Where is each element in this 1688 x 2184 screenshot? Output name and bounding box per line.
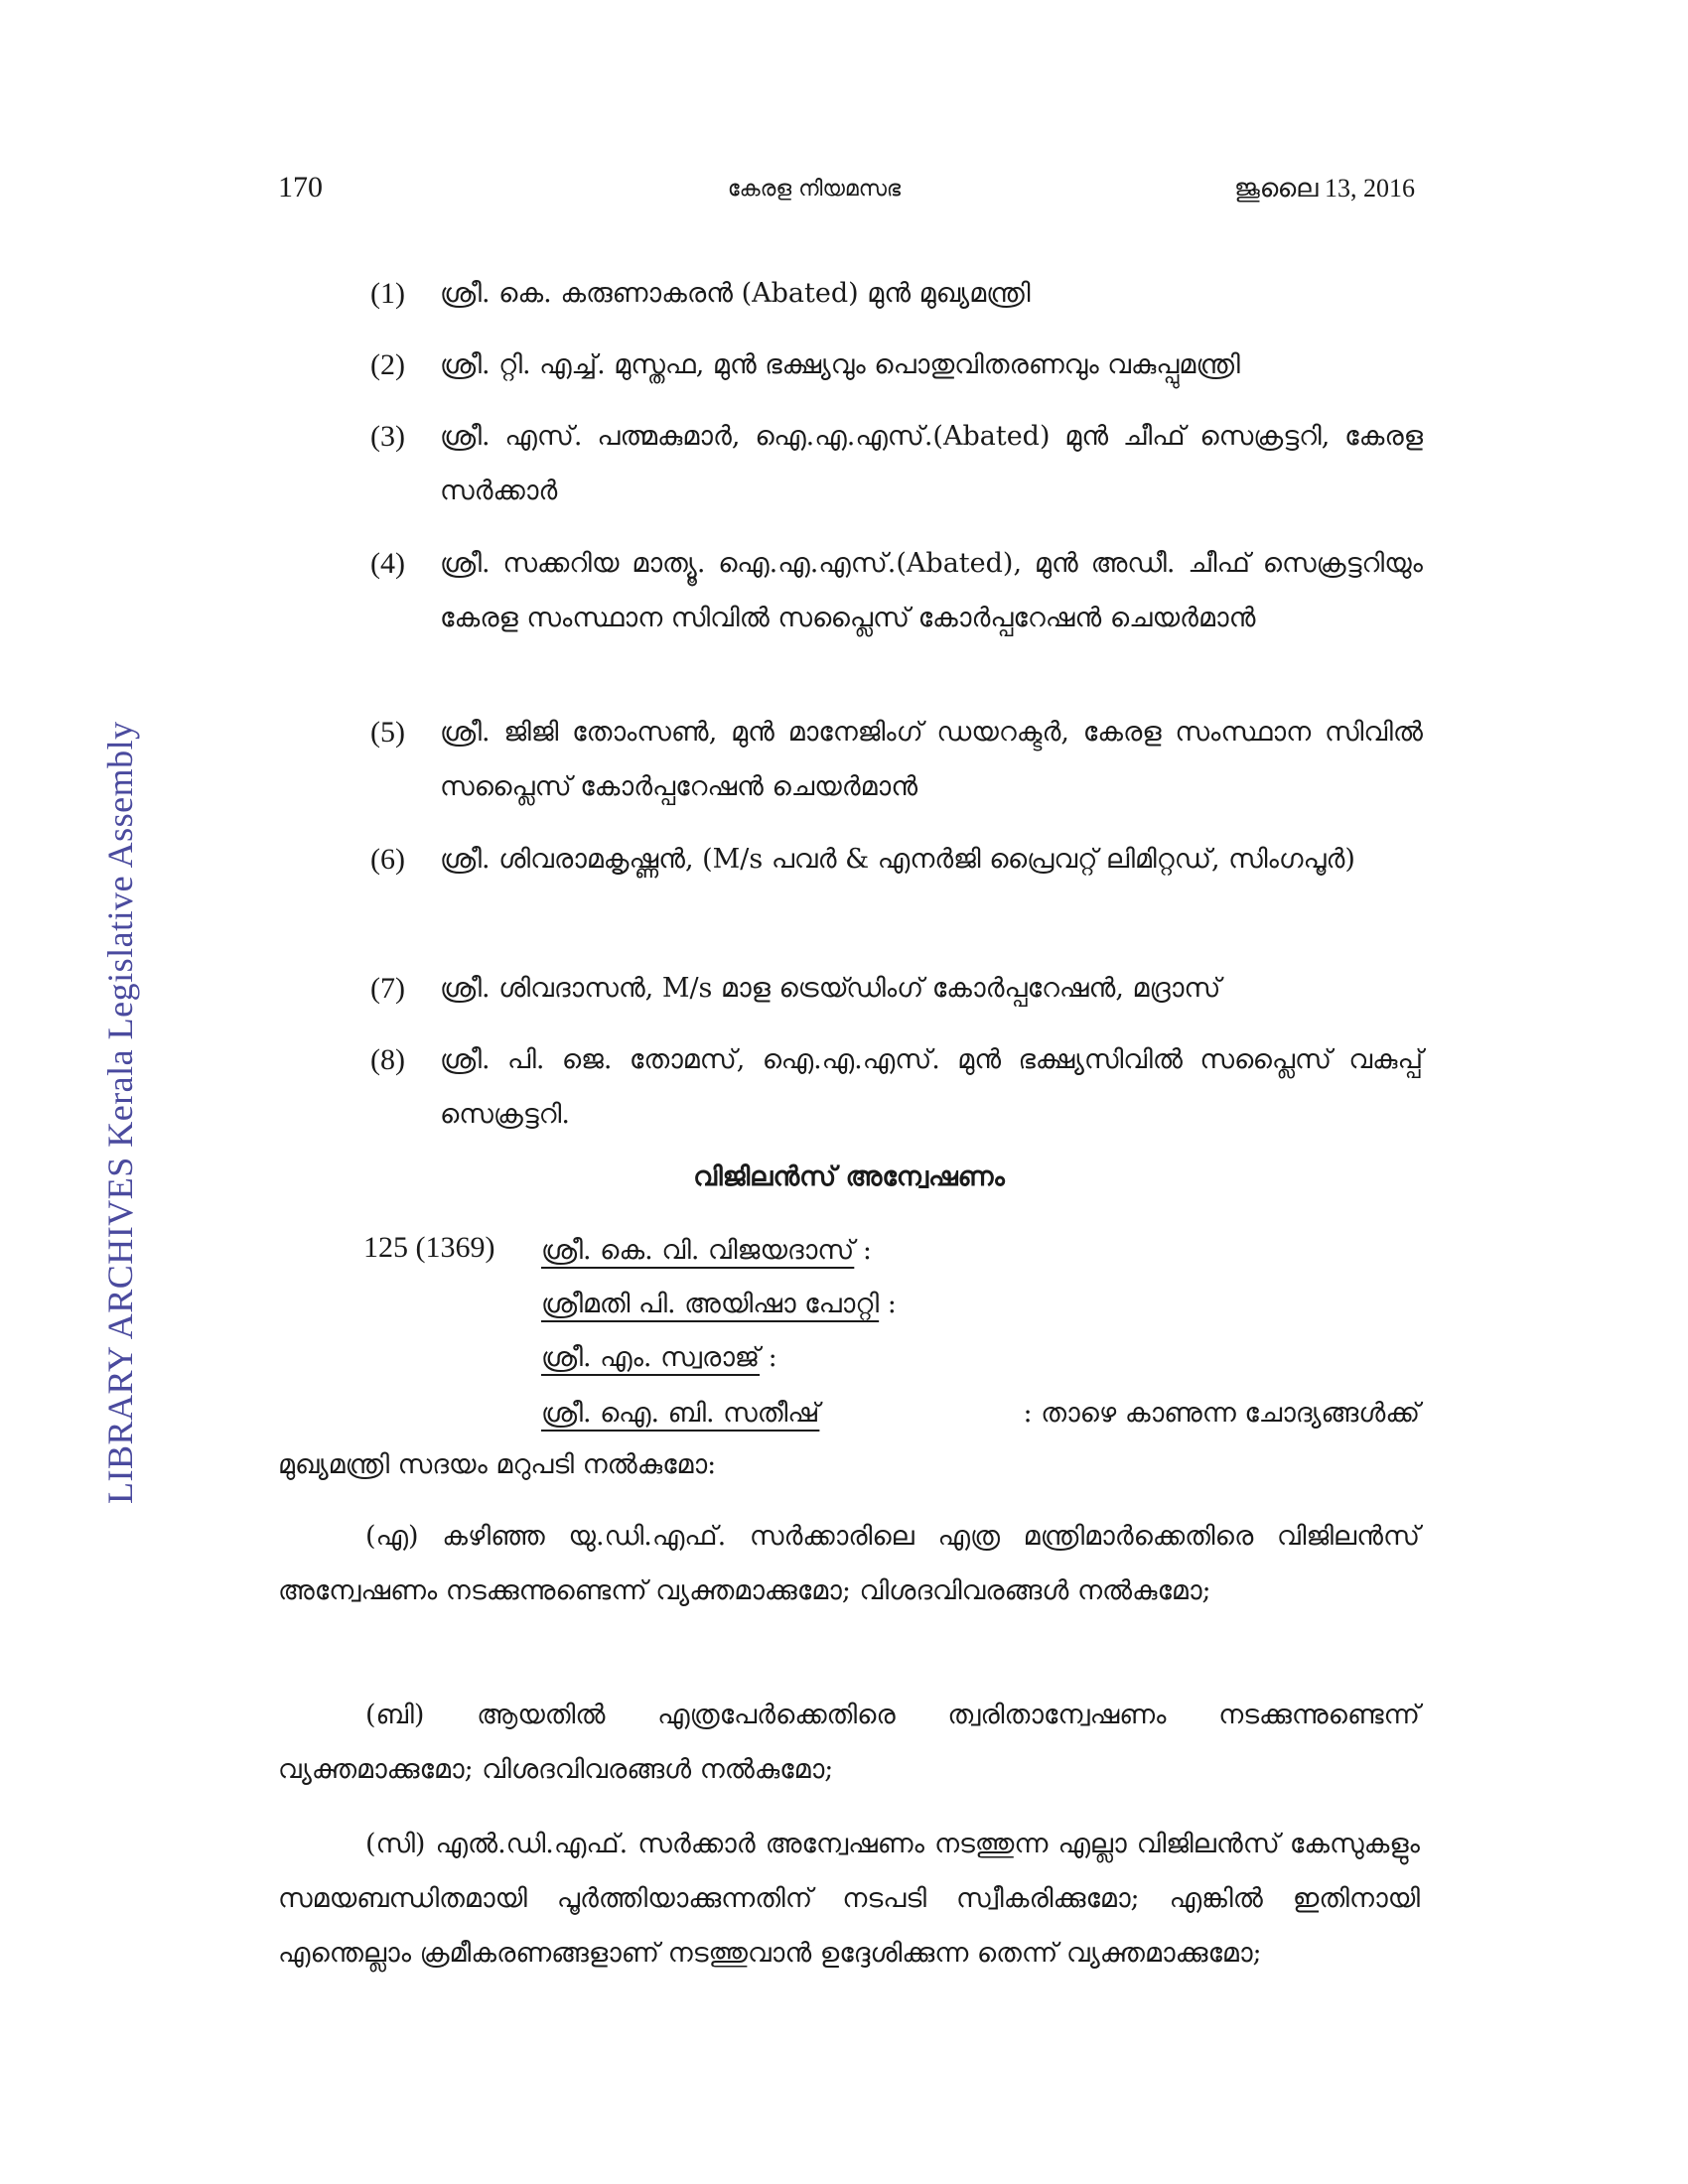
member-name: ശ്രീ. കെ. വി. വിജയദാസ്	[541, 1235, 855, 1266]
member-separator: :	[768, 1342, 777, 1373]
section-heading: വിജിലൻസ് അന്വേഷണം	[693, 1161, 1005, 1192]
running-title: കേരള നിയമസഭ	[727, 177, 902, 202]
list-item-number: (2)	[370, 348, 405, 381]
list-item	[370, 266, 1423, 321]
member-name: ശ്രീ. ഐ. ബി. സതീഷ്	[541, 1398, 820, 1429]
sub-question	[278, 1688, 1420, 1797]
list-item-number: (5)	[370, 716, 405, 749]
member-name-line	[541, 1289, 897, 1320]
list-item	[370, 536, 1423, 645]
question-intro: : താഴെ കാണുന്ന ചോദ്യങ്ങൾക്ക്	[1023, 1398, 1420, 1429]
member-name: ശ്രീ. എം. സ്വരാജ്	[541, 1342, 761, 1373]
list-item-text: ശ്രീ. റ്റി. എച്ച്. മുസ്തഫ, മുൻ ഭക്ഷ്യവും പൊതുവിതരണവും വകുപ്പുമന്ത്രി	[440, 349, 1240, 380]
list-item-number: (6)	[370, 843, 405, 876]
list-item	[370, 961, 1423, 1016]
list-item-number: (7)	[370, 972, 405, 1005]
list-item-text: ശ്രീ. സക്കറിയ മാത്യൂ. ഐ.എ.എസ്.(Abated), മുൻ അഡീ. ചീഫ് സെക്രട്ടറിയും കേരള സംസ്ഥാന സിവിൽ സപ്ലൈസ് കോർപ്പറേഷൻ ചെയർമാൻ	[440, 548, 1423, 633]
member-separator: :	[862, 1235, 873, 1266]
list-item	[370, 409, 1423, 518]
list-item-text: ശ്രീ. കെ. കരുണാകരൻ (Abated) മുൻ മുഖ്യമന്ത്രി	[440, 278, 1031, 309]
member-name-line	[541, 1342, 777, 1374]
list-item-number: (3)	[370, 420, 405, 453]
list-item	[370, 832, 1423, 887]
sub-question	[278, 1509, 1420, 1618]
question-number: 125 (1369)	[363, 1231, 495, 1264]
sub-question-text: (ബി) ആയതിൽ എത്രപേർക്കെതിരെ ത്വരിതാന്വേഷണം നടക്കുന്നുണ്ടെന്ന് വ്യക്തമാക്കുമോ; വിശദവിവരങ്ങൾ നൽകുമോ;	[278, 1700, 1420, 1785]
page-date: ജൂലൈ 13, 2016	[1233, 174, 1415, 203]
list-item-number: (8)	[370, 1043, 405, 1076]
member-name: ശ്രീമതി പി. അയിഷാ പോറ്റി	[541, 1289, 880, 1319]
list-item-text: ശ്രീ. ശിവരാമകൃഷ്ണൻ, (M/s പവർ & എനർജി പ്രൈവറ്റ് ലിമിറ്റഡ്, സിംഗപൂർ)	[440, 844, 1355, 875]
member-separator: :	[887, 1289, 897, 1319]
list-item-text: ശ്രീ. പി. ജെ. തോമസ്, ഐ.എ.എസ്. മുൻ ഭക്ഷ്യസിവിൽ സപ്ലൈസ് വകുപ്പ് സെക്രട്ടറി.	[440, 1044, 1423, 1130]
page-number: 170	[278, 171, 323, 204]
list-item-text: ശ്രീ. എസ്. പത്മകുമാർ, ഐ.എ.എസ്.(Abated) മുൻ ചീഫ് സെക്രട്ടറി, കേരള സർക്കാർ	[440, 421, 1423, 506]
list-item-text: ശ്രീ. ശിവദാസൻ, M/s മാള ട്രെയ്ഡിംഗ് കോർപ്പറേഷൻ, മദ്രാസ്	[440, 973, 1221, 1004]
archive-watermark: LIBRARY ARCHIVES Kerala Legislative Assembly	[100, 721, 140, 1504]
list-item	[370, 338, 1423, 392]
question-intro-continued: മുഖ്യമന്ത്രി സദയം മറുപടി നൽകുമോ:	[278, 1449, 717, 1480]
member-name-line	[541, 1398, 1420, 1430]
list-item-number: (1)	[370, 277, 405, 310]
list-item-text: ശ്രീ. ജിജി തോംസൺ, മുൻ മാനേജിംഗ് ഡയറക്ടർ, കേരള സംസ്ഥാന സിവിൽ സപ്ലൈസ് കോർപ്പറേഷൻ ചെയർമാൻ	[440, 717, 1423, 802]
sub-question-text: (സി) എൽ.ഡി.എഫ്. സർക്കാർ അന്വേഷണം നടത്തുന്ന എല്ലാ വിജിലൻസ് കേസുകളും സമയബന്ധിതമായി പൂർത്തിയാക്കുന്നതിന് നടപടി സ്വീകരിക്കുമോ; എങ്കിൽ ഇതിനായി എന്തെല്ലാം ക്രമീകരണങ്ങളാണ് നടത്തുവാൻ ഉദ്ദേശിക്കുന്ന തെന്ന് വ്യക്തമാക്കുമോ;	[278, 1829, 1420, 1969]
list-item	[370, 1032, 1423, 1142]
sub-question-text: (എ) കഴിഞ്ഞ യു.ഡി.എഫ്. സർക്കാരിലെ എത്ര മന്ത്രിമാർക്കെതിരെ വിജിലൻസ് അന്വേഷണം നടക്കുന്നുണ്ടെന്ന് വ്യക്തമാക്കുമോ; വിശദവിവരങ്ങൾ നൽകുമോ;	[278, 1521, 1420, 1606]
list-item	[370, 705, 1423, 814]
member-name-line	[541, 1235, 872, 1267]
sub-question	[278, 1817, 1420, 1980]
list-item-number: (4)	[370, 547, 405, 580]
